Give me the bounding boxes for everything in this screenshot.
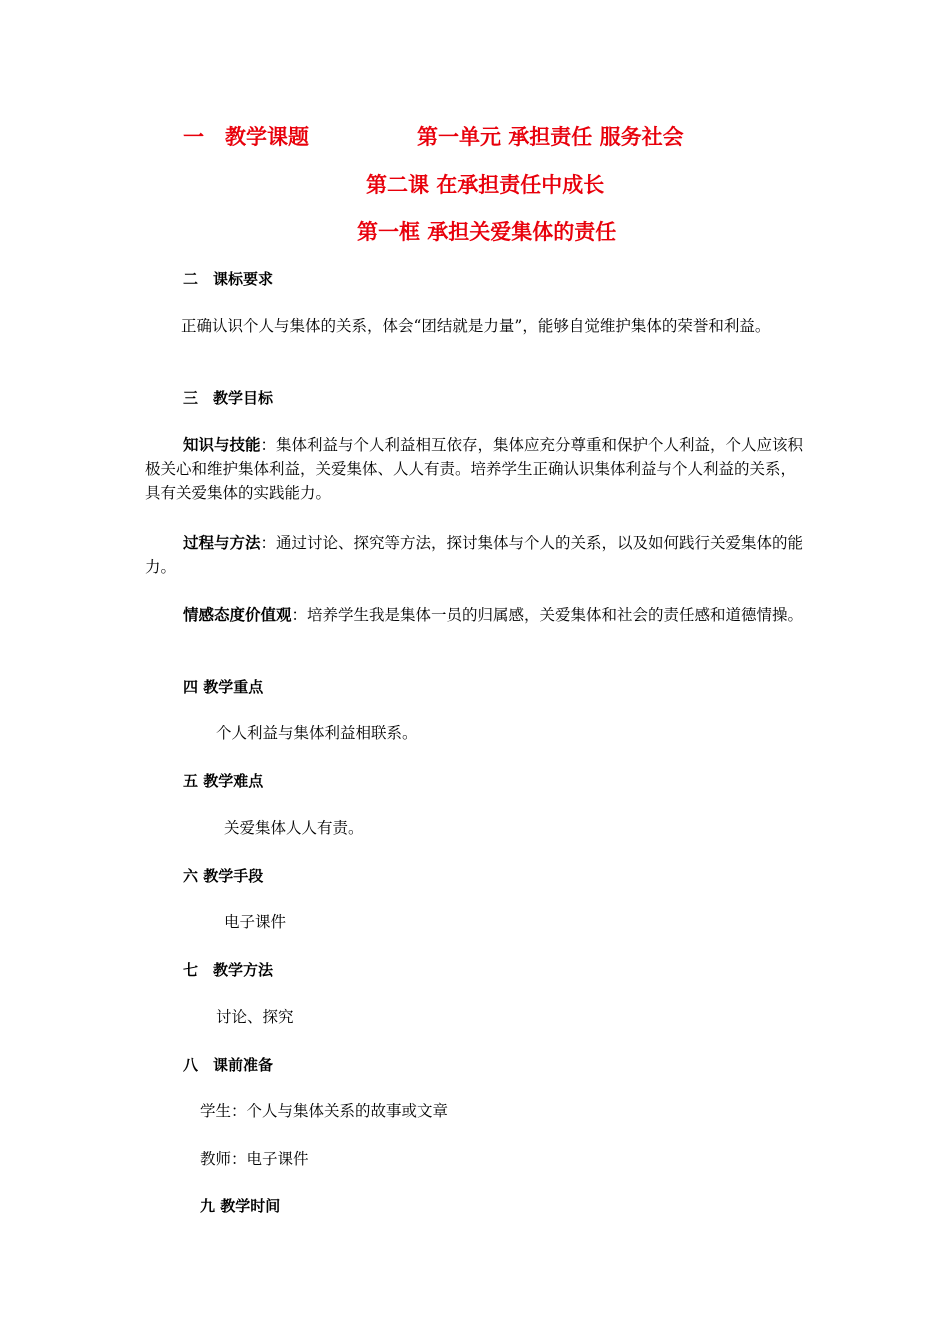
- curriculum-requirement-text: 正确认识个人与集体的关系，体会“团结就是力量”，能够自觉维护集体的荣誉和利益。: [181, 317, 771, 335]
- section-6-heading: 六 教学手段: [183, 867, 264, 885]
- teacher-preparation-text: 教师：电子课件: [200, 1150, 309, 1168]
- teaching-means-text: 电子课件: [224, 913, 287, 931]
- goal-knowledge-label: 知识与技能: [183, 436, 261, 454]
- section-8-heading: 八 课前准备: [183, 1056, 274, 1074]
- goal-attitude-paragraph: [145, 603, 805, 627]
- section-1-heading: 一 教学课题: [183, 125, 309, 149]
- section-2-heading: 二 课标要求: [183, 270, 274, 288]
- goal-process-paragraph: [145, 531, 805, 579]
- section-7-heading: 七 教学方法: [183, 961, 274, 979]
- frame-title: 第一框 承担关爱集体的责任: [357, 220, 617, 244]
- goal-process-text: ：通过讨论、探究等方法，探讨集体与个人的关系，以及如何践行关爱集体的能力。: [145, 534, 804, 576]
- section-9-heading: 九 教学时间: [200, 1197, 281, 1215]
- goal-attitude-label: 情感态度价值观: [183, 606, 292, 624]
- goal-knowledge-paragraph: [145, 433, 805, 505]
- goal-knowledge-text: ：集体利益与个人利益相互依存，集体应充分尊重和保护个人利益，个人应该积极关心和维护集体利益，关爱集体、人人有责。培养学生正确认识集体利益与个人利益的关系，具有关爱集体的实践能力。: [145, 436, 804, 502]
- goal-process-label: 过程与方法: [183, 534, 261, 552]
- difficulty-text: 关爱集体人人有责。: [224, 819, 364, 837]
- section-3-heading: 三 教学目标: [183, 389, 274, 407]
- lesson-title: 第二课 在承担责任中成长: [366, 173, 605, 197]
- student-preparation-text: 学生：个人与集体关系的故事或文章: [200, 1102, 449, 1120]
- key-point-text: 个人利益与集体利益相联系。: [216, 724, 418, 742]
- section-4-heading: 四 教学重点: [183, 678, 264, 696]
- goal-attitude-text: ：培养学生我是集体一员的归属感，关爱集体和社会的责任感和道德情操。: [291, 606, 804, 624]
- teaching-method-text: 讨论、探究: [216, 1008, 294, 1026]
- unit-title: 第一单元 承担责任 服务社会: [417, 125, 684, 149]
- section-5-heading: 五 教学难点: [183, 772, 264, 790]
